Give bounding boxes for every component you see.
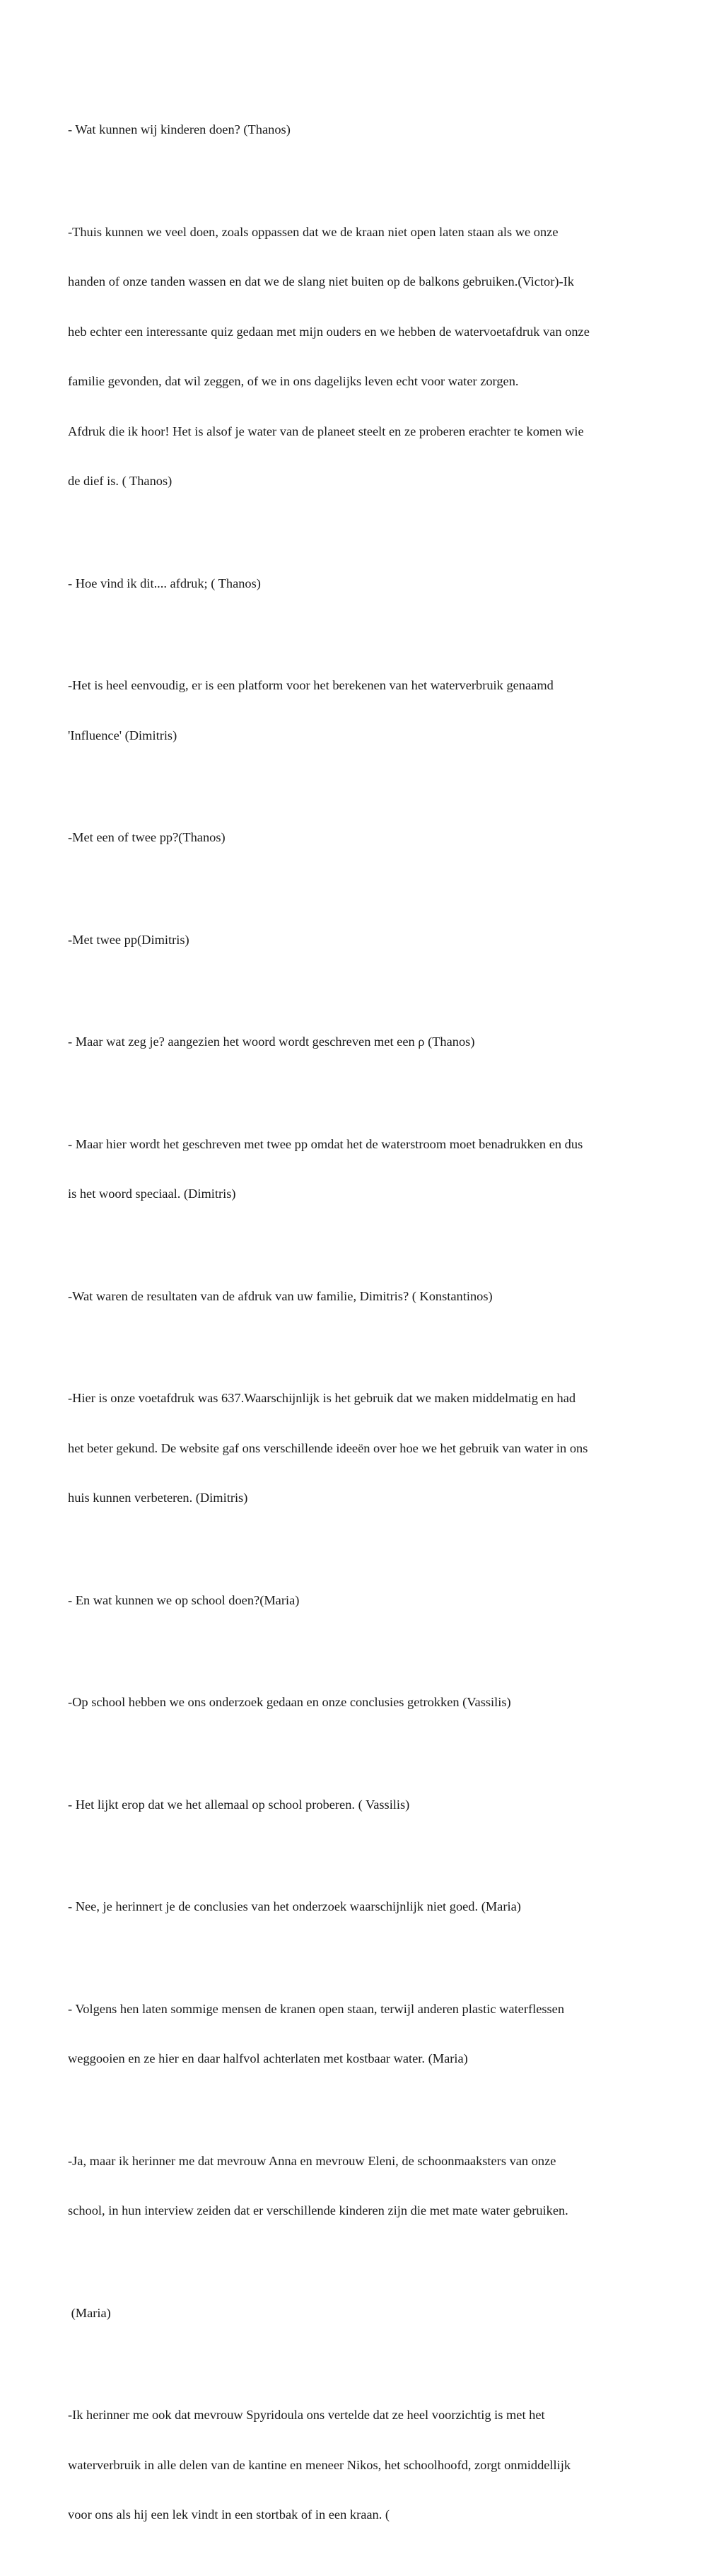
text-line: - Nee, je herinnert je de conclusies van het onderzoek waarschijnlijk niet goed. (Maria) bbox=[68, 1899, 521, 1913]
text-line: -Met twee pp(Dimitris) bbox=[68, 932, 189, 947]
text-line: Afdruk die ik hoor! Het is alsof je water van de planeet steelt en ze proberen erachter te komen wie bbox=[68, 424, 584, 438]
text-line: - En wat kunnen we op school doen?(Maria) bbox=[68, 1592, 300, 1607]
text-line: familie gevonden, dat wil zeggen, of we in ons dagelijks leven echt voor water zorgen. bbox=[68, 374, 519, 388]
text-line: -Ja, maar ik herinner me dat mevrouw Anna en mevrouw Eleni, de schoonmaaksters van onze bbox=[68, 2153, 556, 2168]
paragraph-8 bbox=[68, 1103, 648, 1236]
paragraph-3 bbox=[68, 542, 648, 626]
paragraph-7 bbox=[68, 1001, 648, 1084]
paragraph-16 bbox=[68, 2120, 648, 2253]
text-line: -Met een of twee pp?(Thanos) bbox=[68, 830, 226, 844]
text-line: de dief is. ( Thanos) bbox=[68, 474, 173, 488]
text-line: heb echter een interessante quiz gedaan met mijn ouders en we hebben de watervoetafdruk van onze bbox=[68, 324, 590, 339]
text-line: -Ik herinner me ook dat mevrouw Spyridoula ons vertelde dat ze heel voorzichtig is met het bbox=[68, 2408, 545, 2422]
text-line: - Wat kunnen wij kinderen doen? (Thanos) bbox=[68, 122, 291, 136]
paragraph-9 bbox=[68, 1255, 648, 1339]
paragraph-5 bbox=[68, 796, 648, 880]
text-line: is het woord speciaal. (Dimitris) bbox=[68, 1187, 236, 1201]
text-line: - Maar hier wordt het geschreven met twee pp omdat het de waterstroom moet benadrukken en dus bbox=[68, 1136, 583, 1151]
paragraph-17 bbox=[68, 2272, 648, 2355]
paragraph-6 bbox=[68, 899, 648, 982]
paragraph-13 bbox=[68, 1764, 648, 1847]
text-line: -Hier is onze voetafdruk was 637.Waarschijnlijk is het gebruik dat we maken middelmatig en had bbox=[68, 1391, 576, 1405]
text-line: voor ons als hij een lek vindt in een stortbak of in een kraan. ( bbox=[68, 2507, 390, 2522]
text-line: - Maar wat zeg je? aangezien het woord wordt geschreven met een ρ (Thanos) bbox=[68, 1035, 475, 1049]
text-line: waterverbruik in alle delen van de kantine en meneer Nikos, het schoolhoofd, zorgt onmiddellijk bbox=[68, 2457, 571, 2472]
text-line: -Op school hebben we ons onderzoek gedaan en onze conclusies getrokken (Vassilis) bbox=[68, 1695, 511, 1709]
text-line: weggooien en ze hier en daar halfvol achterlaten met kostbaar water. (Maria) bbox=[68, 2051, 468, 2065]
text-line: (Maria) bbox=[68, 2305, 111, 2320]
text-line: huis kunnen verbeteren. (Dimitris) bbox=[68, 1491, 248, 1505]
paragraph-2 bbox=[68, 191, 648, 523]
text-line: -Het is heel eenvoudig, er is een platform voor het berekenen van het waterverbruik genaamd bbox=[68, 678, 554, 692]
text-line: -Thuis kunnen we veel doen, zoals oppassen dat we de kraan niet open laten staan als we onze bbox=[68, 224, 559, 239]
paragraph-11 bbox=[68, 1559, 648, 1643]
paragraph-4 bbox=[68, 644, 648, 777]
document-page bbox=[68, 88, 648, 2576]
paragraph-12 bbox=[68, 1661, 648, 1744]
text-line: handen of onze tanden wassen en dat we de slang niet buiten op de balkons gebruiken.(Victor)-Ik bbox=[68, 274, 574, 289]
text-line: - Het lijkt erop dat we het allemaal op school proberen. ( Vassilis) bbox=[68, 1797, 410, 1812]
paragraph-14 bbox=[68, 1865, 648, 1949]
paragraph-1 bbox=[68, 88, 648, 172]
paragraph-10 bbox=[68, 1357, 648, 1540]
text-line: - Hoe vind ik dit.... afdruk; ( Thanos) bbox=[68, 576, 261, 590]
text-line: het beter gekund. De website gaf ons verschillende ideeën over hoe we het gebruik van water in ons bbox=[68, 1440, 588, 1455]
text-line: - Volgens hen laten sommige mensen de kranen open staan, terwijl anderen plastic waterflessen bbox=[68, 2001, 565, 2016]
text-line: school, in hun interview zeiden dat er verschillende kinderen zijn die met mate water gebruiken. bbox=[68, 2203, 568, 2217]
paragraph-18 bbox=[68, 2374, 648, 2557]
text-line: 'Influence' (Dimitris) bbox=[68, 728, 177, 742]
paragraph-15 bbox=[68, 1968, 648, 2101]
text-line: -Wat waren de resultaten van de afdruk van uw familie, Dimitris? ( Konstantinos) bbox=[68, 1288, 493, 1303]
